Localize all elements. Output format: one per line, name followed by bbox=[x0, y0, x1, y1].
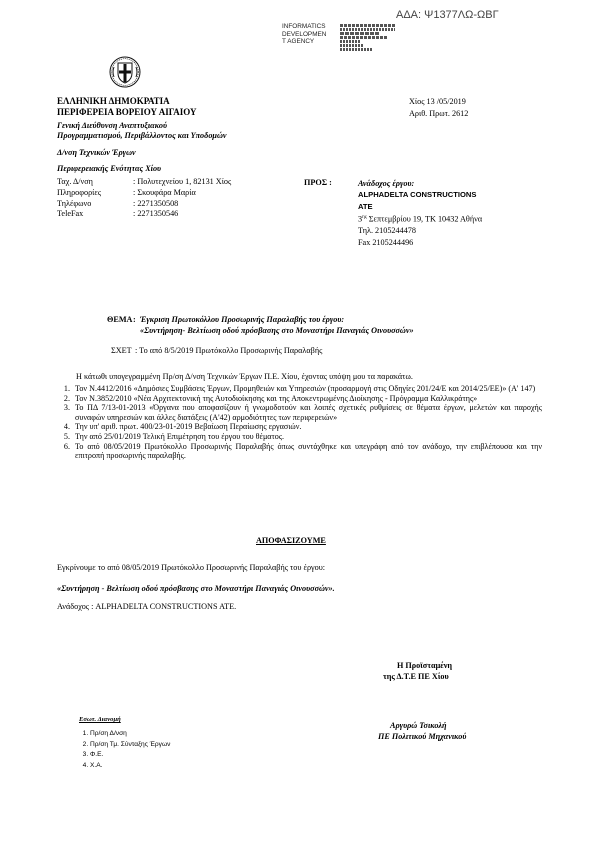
decision-line-1: Εγκρίνουμε το από 08/05/2019 Πρωτόκολλο Προσωρινής Παραλαβής του έργου: bbox=[57, 563, 326, 572]
greek-emblem-icon bbox=[108, 55, 142, 89]
to-label: ΠΡΟΣ : bbox=[304, 178, 332, 187]
list-item: 4. Χ.Α. bbox=[90, 761, 170, 772]
reasons-list bbox=[58, 384, 542, 461]
recipient-tel: Τηλ. 2105244478 bbox=[358, 226, 416, 236]
list-item: 5. Την από 25/01/2019 Τελική Επιμέτρηση του έργου του θέματος. bbox=[72, 432, 542, 442]
decision-heading: ΑΠΟΦΑΣΙΖΟΥΜΕ bbox=[256, 536, 326, 545]
list-item: 1. Τον Ν.4412/2016 «Δημόσιες Συμβάσεις Έργων, Προμηθειών και Υπηρεσιών (προσαρμογή στις Οδηγίες 201/24/Ε και 2014/25/ΕΕ)» (Α' 147) bbox=[72, 384, 542, 394]
recipient-title: Ανάδοχος έργου: bbox=[358, 179, 415, 188]
region-heading: ΠΕΡΙΦΕΡΕΙΑ ΒΟΡΕΙΟΥ ΑΙΓΑΙΟΥ bbox=[57, 107, 197, 117]
signature-title: Η Προϊσταμένη bbox=[397, 661, 453, 670]
directorate: Δ/νση Τεχνικών Έργων bbox=[57, 148, 136, 157]
decision-line-2: «Συντήρηση - Βελτίωση οδού πρόσβασης στο Μοναστήρι Παναγιάς Οινουσσών». bbox=[57, 584, 335, 593]
reference-label: ΣΧΕΤ bbox=[111, 346, 132, 355]
subject-label: ΘΕΜΑ bbox=[107, 315, 133, 324]
contact-block bbox=[57, 177, 231, 220]
list-item: 2. Τον Ν.3852/2010 «Νέα Αρχιτεκτονική της Αυτοδιοίκησης και της Αποκεντρωμένης Διοίκησης - Πρόγραμμα Καλλικράτης» bbox=[72, 394, 542, 404]
contact-row: TeleFax : 2271350546 bbox=[57, 209, 179, 219]
contact-row: Ταχ. Δ/νση : Πολυτεχνείου 1, 82131 Χίος bbox=[57, 177, 232, 186]
decision-line-3: Ανάδοχος : ALPHADELTA CONSTRUCTIONS ATE. bbox=[57, 602, 237, 611]
unit: Περιφερειακής Ενότητας Χίου bbox=[57, 164, 162, 173]
contact-row: Πληροφορίες : Σκουφάρα Μαρία bbox=[57, 187, 196, 197]
signatory-name: Αργυρώ Τσικολή bbox=[390, 721, 447, 730]
list-item: 3. Φ.Ε. bbox=[90, 750, 170, 761]
list-item: 3. Το ΠΔ 7/13-01-2013 «Όργανα που αποφασίζουν ή γνωμοδοτούν και λοιπές σχετικές ρυθμίσεις σε θέματα έργων, μελετών και παροχής συναφών υπηρεσιών και άλλες διατάξεις (Α'42) αρμοδιότητες των περιφερειών» bbox=[72, 403, 542, 422]
subject-colon: : bbox=[133, 315, 136, 324]
distribution-heading: Εσωτ. Διανομή bbox=[79, 716, 121, 723]
directorate-general: Γενική Διεύθυνση Αναπτυξιακού bbox=[57, 121, 168, 130]
signatory-role: ΠΕ Πολιτικού Μηχανικού bbox=[378, 732, 467, 741]
recipient-company: ALPHADELTA CONSTRUCTIONS bbox=[358, 190, 477, 200]
subject-line-1: Έγκριση Πρωτοκόλλου Προσωρινής Παραλαβής του έργου: bbox=[140, 315, 345, 324]
list-item: 4. Την υπ' αριθ. πρωτ. 400/23-01-2019 Βεβαίωση Περαίωσης εργασιών. bbox=[72, 422, 542, 432]
ada-code: ΑΔΑ: Ψ1377ΛΩ-ΩΒΓ bbox=[396, 9, 499, 21]
recipient-address: $3^{\eta\varsigma}$ Σεπτεμβρίου 19, ΤΚ 10432 Αθήνα bbox=[358, 214, 483, 224]
protocol-number: Αριθ. Πρωτ. 2612 bbox=[409, 109, 469, 118]
contact-row: Τηλέφωνο : 2271350508 bbox=[57, 198, 179, 208]
country-heading: ΕΛΛΗΝΙΚΗ ΔΗΜΟΚΡΑΤΙΑ bbox=[57, 96, 170, 106]
signature-title-2: της Δ.Τ.Ε ΠΕ Χίου bbox=[383, 672, 449, 681]
list-item: 6. Το από 08/05/2019 Πρωτόκολλο Προσωρινής Παραλαβής όπως συντάχθηκε και υπεγράφη από τον ανάδοχο, την επιβλέπουσα και την επιτροπή προσωρινής παραλαβής. bbox=[72, 442, 542, 461]
intro-text: Η κάτωθι υπογεγραμμένη Πρ/ση Δ/νση Τεχνικών Έργων Π.Ε. Χίου, έχοντας υπόψη μου τα παρακάτω. bbox=[76, 372, 413, 381]
list-item: 1. Πρ/ση Δ/νση bbox=[90, 729, 170, 740]
distribution-list bbox=[79, 729, 170, 771]
ita-stamp-microtext bbox=[340, 23, 395, 52]
recipient-fax: Fax 2105244496 bbox=[358, 237, 414, 247]
subject-line-2: «Συντήρηση- Βελτίωση οδού πρόσβασης στο Μοναστήρι Παναγιάς Οινουσσών» bbox=[140, 326, 414, 335]
ita-stamp: INFORMATICS DEVELOPMEN T AGENCY bbox=[282, 23, 327, 46]
list-item: 2. Πρ/ση Τμ. Σύνταξης Έργων bbox=[90, 740, 170, 751]
directorate-general-2: Προγραμματισμού, Περιβάλλοντος και Υποδομών bbox=[57, 131, 227, 140]
recipient-block bbox=[358, 178, 482, 248]
recipient-company-2: ATE bbox=[358, 201, 373, 211]
city-date: Χίος 13 /05/2019 bbox=[409, 97, 466, 106]
reference-text: : Το από 8/5/2019 Πρωτόκολλο Προσωρινής Παραλαβής bbox=[135, 346, 323, 355]
